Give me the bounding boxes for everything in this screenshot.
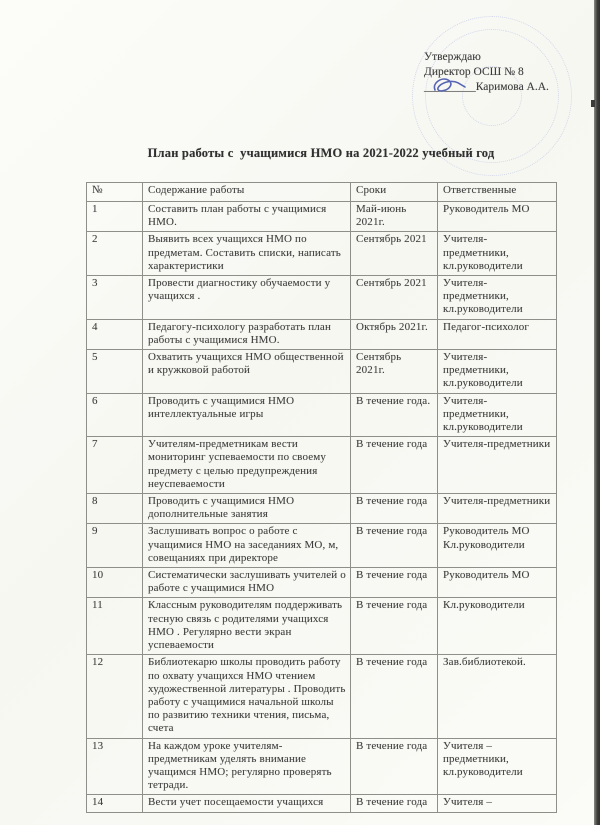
row-number-cell: 1 xyxy=(87,202,143,232)
row-number-cell: 6 xyxy=(87,393,143,437)
row-number-cell: 5 xyxy=(87,350,143,394)
row-number-cell: 7 xyxy=(87,437,143,494)
signature-underscores: _________ xyxy=(424,81,476,93)
content-cell: Проводить с учащимися НМО дополнительные занятия xyxy=(143,494,351,524)
responsible-cell: Руководитель МО xyxy=(438,568,557,598)
responsible-cell: Руководитель МО xyxy=(438,202,557,232)
header-content: Содержание работы xyxy=(143,183,351,202)
row-number-cell: 10 xyxy=(87,568,143,598)
table-header-row xyxy=(87,183,557,202)
content-cell: Заслушивать вопрос о работе с учащимися НМО на заседаниях МО, м, совещаниях при директоре xyxy=(143,524,351,568)
document-title: План работы с учащимися НМО на 2021-2022 учебный год xyxy=(147,146,495,160)
table-row xyxy=(87,568,557,598)
content-cell: Классным руководителям поддерживать тесную связь с родителями учащихся НМО . Регулярно вести экран успеваемости xyxy=(143,598,351,655)
table-row xyxy=(87,437,557,494)
responsible-cell: Учителя – предметники, кл.руководители xyxy=(438,738,557,795)
responsible-cell: Учителя-предметники, кл.руководители xyxy=(438,276,557,320)
timing-cell: В течение года xyxy=(351,524,438,568)
timing-cell: В течение года xyxy=(351,655,438,738)
row-number-cell: 9 xyxy=(87,524,143,568)
table-row xyxy=(87,738,557,795)
timing-cell: Сентябрь 2021г. xyxy=(351,350,438,394)
timing-cell: Октябрь 2021г. xyxy=(351,319,438,349)
content-cell: Педагогу-психологу разработать план работы с учащимися НМО. xyxy=(143,319,351,349)
approval-word: Утверждаю xyxy=(424,51,481,63)
content-cell: Составить план работы с учащимися НМО. xyxy=(143,202,351,232)
header-timing: Сроки xyxy=(351,183,438,202)
timing-cell: В течение года xyxy=(351,494,438,524)
scanner-edge-shadow xyxy=(594,0,600,825)
responsible-cell: Педагог-психолог xyxy=(438,319,557,349)
content-cell: Систематически заслушивать учителей о работе с учащимися НМО xyxy=(143,568,351,598)
timing-cell: Сентябрь 2021 xyxy=(351,232,438,276)
responsible-cell: Учителя-предметники xyxy=(438,437,557,494)
timing-cell: В течение года xyxy=(351,795,438,812)
row-number-cell: 3 xyxy=(87,276,143,320)
table-row xyxy=(87,655,557,738)
table-row xyxy=(87,524,557,568)
responsible-cell: Руководитель МО Кл.руководители xyxy=(438,524,557,568)
content-cell: Охватить учащихся НМО общественной и кружковой работой xyxy=(143,350,351,394)
content-cell: На каждом уроке учителям-предметникам уделять внимание учащимся НМО; регулярно проверять тетради. xyxy=(143,738,351,795)
timing-cell: В течение года xyxy=(351,437,438,494)
row-number-cell: 4 xyxy=(87,319,143,349)
content-cell: Провести диагностику обучаемости у учащихся . xyxy=(143,276,351,320)
responsible-cell: Кл.руководители xyxy=(438,598,557,655)
row-number-cell: 14 xyxy=(87,795,143,812)
responsible-cell: Учителя-предметники, кл.руководители xyxy=(438,232,557,276)
row-number-cell: 13 xyxy=(87,738,143,795)
timing-cell: В течение года. xyxy=(351,393,438,437)
responsible-cell: Учителя-предметники, кл.руководители xyxy=(438,350,557,394)
row-number-cell: 12 xyxy=(87,655,143,738)
plan-table xyxy=(86,182,557,813)
scanner-edge-notch xyxy=(591,100,595,107)
table-row xyxy=(87,795,557,812)
row-number-cell: 8 xyxy=(87,494,143,524)
responsible-cell: Учителя-предметники, кл.руководители xyxy=(438,393,557,437)
table-row xyxy=(87,202,557,232)
timing-cell: Сентябрь 2021 xyxy=(351,276,438,320)
responsible-cell: Учителя-предметники xyxy=(438,494,557,524)
responsible-cell: Учителя – xyxy=(438,795,557,812)
content-cell: Вести учет посещаемости учащихся xyxy=(143,795,351,812)
table-row xyxy=(87,319,557,349)
table-row xyxy=(87,350,557,394)
plan-table-body xyxy=(87,202,557,813)
content-cell: Выявить всех учащихся НМО по предметам. Составить списки, написать характеристики xyxy=(143,232,351,276)
signature-scribble-icon xyxy=(428,74,472,98)
table-row xyxy=(87,494,557,524)
content-cell: Учителям-предметникам вести мониторинг успеваемости по своему предмету с целью предупреждения неуспеваемости xyxy=(143,437,351,494)
timing-cell: В течение года xyxy=(351,738,438,795)
timing-cell: В течение года xyxy=(351,598,438,655)
timing-cell: В течение года xyxy=(351,568,438,598)
timing-cell: Май-июнь 2021г. xyxy=(351,202,438,232)
table-row xyxy=(87,598,557,655)
director-line: Директор ОСШ № 8 xyxy=(424,66,524,78)
table-row xyxy=(87,232,557,276)
content-cell: Библиотекарю школы проводить работу по охвату учащихся НМО чтением художественной литературы . Проводить работу с учащимися начальной школы по развитию техники чтения, письма, счета xyxy=(143,655,351,738)
table-row xyxy=(87,276,557,320)
signatory-name: Каримова А.А. xyxy=(475,81,549,93)
content-cell: Проводить с учащимися НМО интеллектуальные игры xyxy=(143,393,351,437)
responsible-cell: Зав.библиотекой. xyxy=(438,655,557,738)
header-number: № xyxy=(87,183,143,202)
row-number-cell: 2 xyxy=(87,232,143,276)
row-number-cell: 11 xyxy=(87,598,143,655)
header-responsible: Ответственные xyxy=(438,183,557,202)
approval-block xyxy=(424,50,549,95)
table-row xyxy=(87,393,557,437)
